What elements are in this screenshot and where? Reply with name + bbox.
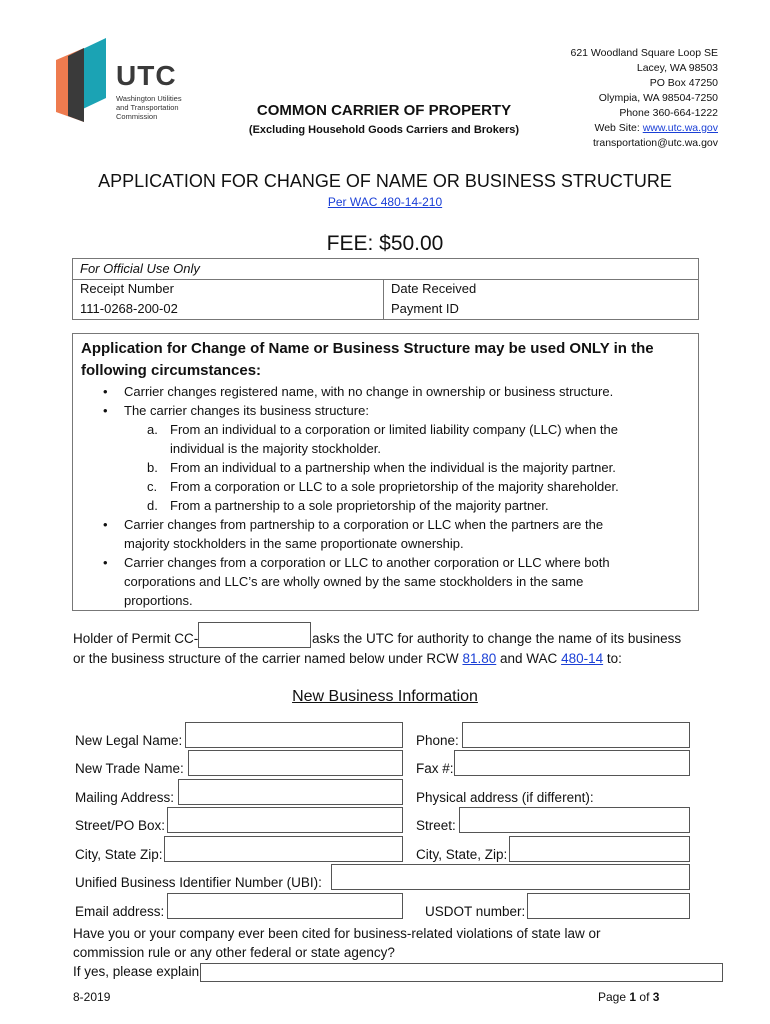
ubi-input[interactable]	[331, 864, 690, 890]
utc-logo-acronym: UTC	[116, 60, 177, 91]
logo-subtitle-line: Washington Utilities	[116, 94, 182, 103]
list-item: corporations and LLC’s are wholly owned by the same stockholders in the same	[124, 574, 584, 589]
utc-logo	[54, 38, 194, 128]
address-line: Lacey, WA 98503	[636, 62, 718, 74]
heading-line: following circumstances:	[81, 362, 262, 379]
physical-city-state-zip-input[interactable]	[509, 836, 690, 862]
street-po-box-input[interactable]	[167, 807, 403, 833]
new-legal-name-input[interactable]	[185, 722, 403, 748]
address-line: Olympia, WA 98504-7250	[598, 92, 718, 104]
explain-label: If yes, please explain	[73, 964, 200, 979]
violations-question-line1: Have you or your company ever been cited for business-related violations of state law or	[73, 926, 601, 941]
sub-item-marker: d.	[147, 498, 158, 513]
physical-address-label: Physical address (if different):	[416, 790, 594, 805]
utc-logo-mark	[54, 38, 114, 128]
new-trade-name-label: New Trade Name:	[75, 761, 184, 776]
page-prefix: Page	[598, 990, 627, 1004]
permit-suffix: asks the UTC for authority to change the name of its business	[312, 631, 682, 646]
list-item: proportions.	[124, 593, 193, 608]
official-use-table	[72, 258, 699, 320]
usdot-number-input[interactable]	[527, 893, 690, 919]
bullet-icon: •	[103, 517, 108, 532]
sub-list-item: From an individual to a partnership when the individual is the majority partner.	[170, 460, 616, 475]
street-po-box-label: Street/PO Box:	[75, 818, 166, 833]
fee-amount: FEE: $50.00	[326, 232, 444, 255]
sub-list-item: From an individual to a corporation or limited liability company (LLC) when the	[170, 422, 618, 437]
date-received-label: Date Received	[391, 281, 477, 296]
page-total: 3	[652, 990, 660, 1004]
list-item: Carrier changes from a corporation or LLC to another corporation or LLC where both	[124, 555, 610, 570]
application-title: APPLICATION FOR CHANGE OF NAME OR BUSINESS STRUCTURE	[98, 171, 672, 191]
phone-label: Phone:	[416, 733, 459, 748]
form-subtitle: (Excluding Household Goods Carriers and Brokers)	[248, 124, 520, 136]
bullet-icon: •	[103, 403, 108, 418]
permit-number-input[interactable]	[198, 622, 311, 648]
street-input[interactable]	[459, 807, 690, 833]
circumstances-heading	[81, 338, 654, 382]
heading-line: Application for Change of Name or Business Structure may be used ONLY in the	[81, 340, 654, 357]
new-business-section-title	[0, 688, 770, 706]
sub-list-item: From a partnership to a sole proprietorship of the majority partner.	[170, 498, 549, 513]
page-number	[598, 990, 659, 1004]
sub-item-marker: c.	[147, 479, 158, 494]
website-link[interactable]: www.utc.wa.gov	[642, 122, 718, 134]
receipt-number-label: Receipt Number	[80, 281, 174, 296]
physical-city-state-zip-label: City, State, Zip:	[416, 847, 508, 862]
logo-subtitle-line: Commission	[116, 112, 158, 121]
page-of: of	[639, 990, 650, 1004]
city-state-zip-input[interactable]	[164, 836, 403, 862]
sub-list-item: From a corporation or LLC to a sole proprietorship of the majority shareholder.	[170, 479, 619, 494]
mailing-address-label: Mailing Address:	[75, 790, 175, 805]
list-item: Carrier changes from partnership to a corporation or LLC when the partners are the	[124, 517, 604, 532]
new-legal-name-label: New Legal Name:	[75, 733, 183, 748]
address-line: 621 Woodland Square Loop SE	[570, 47, 718, 59]
address-block	[570, 46, 718, 151]
permit-line2-text: or the business structure of the carrier named below under RCW	[73, 651, 459, 666]
violations-question-line2: commission rule or any other federal or state agency?	[73, 945, 395, 960]
list-item: majority stockholders in the same proportionate ownership.	[124, 536, 464, 551]
logo-subtitle-line: and Transportation	[116, 103, 179, 112]
bullet-icon: •	[103, 555, 108, 570]
table-divider	[383, 279, 384, 319]
fax-label: Fax #:	[416, 761, 454, 776]
permit-and-wac-text: and WAC	[500, 651, 558, 666]
official-use-heading: For Official Use Only	[80, 261, 200, 276]
mailing-address-input[interactable]	[178, 779, 403, 805]
usdot-number-label: USDOT number:	[425, 904, 526, 919]
list-item: Carrier changes registered name, with no change in ownership or business structure.	[124, 384, 614, 399]
wac-480-14-link[interactable]: 480-14	[561, 651, 604, 666]
ubi-label: Unified Business Identifier Number (UBI):	[75, 875, 322, 890]
wac-480-14-210-link[interactable]: Per WAC 480-14-210	[327, 195, 443, 209]
wac-link-wrap	[0, 195, 770, 209]
rcw-81-80-link[interactable]: 81.80	[462, 651, 497, 666]
list-item: The carrier changes its business structure:	[124, 403, 369, 418]
payment-id-label: Payment ID	[391, 301, 459, 316]
permit-line2	[73, 651, 622, 666]
address-line: Phone 360-664-1222	[619, 107, 718, 119]
sub-list-item: individual is the majority stockholder.	[170, 441, 381, 456]
website-label: Web Site:	[594, 122, 640, 134]
page-current: 1	[629, 990, 637, 1004]
email-address-input[interactable]	[167, 893, 403, 919]
circumstances-box	[72, 333, 699, 611]
city-state-zip-label: City, State Zip:	[75, 847, 163, 862]
email-address-label: Email address:	[75, 904, 165, 919]
receipt-number-value: 111-0268-200-02	[80, 301, 178, 316]
street-label: Street:	[416, 818, 456, 833]
sub-item-marker: b.	[147, 460, 158, 475]
fax-input[interactable]	[454, 750, 690, 776]
form-title: COMMON CARRIER OF PROPERTY	[256, 102, 512, 119]
phone-input[interactable]	[462, 722, 690, 748]
form-revision-date: 8-2019	[73, 990, 111, 1004]
permit-to-text: to:	[606, 651, 622, 666]
email-address: transportation@utc.wa.gov	[592, 137, 718, 149]
new-trade-name-input[interactable]	[188, 750, 403, 776]
website-line	[570, 121, 718, 136]
address-line: PO Box 47250	[649, 77, 718, 89]
bullet-icon: •	[103, 384, 108, 399]
utc-logo-subtitle	[116, 94, 182, 121]
permit-prefix: Holder of Permit CC-	[73, 631, 199, 646]
section-title-text: New Business Information	[292, 688, 478, 705]
sub-item-marker: a.	[147, 422, 158, 437]
explain-input[interactable]	[200, 963, 723, 982]
